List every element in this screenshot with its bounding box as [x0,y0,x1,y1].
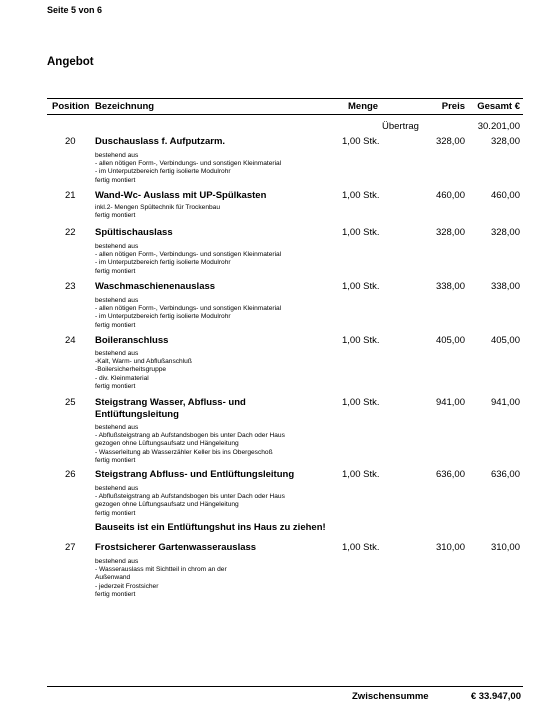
row-preis: 460,00 [435,190,465,201]
subtotal-value: € 33.947,00 [470,691,521,702]
column-header-position: Position [52,101,90,112]
column-header-gesamt: Gesamt € [477,101,520,112]
row-position: 21 [65,190,76,201]
carryover-label: Übertrag [382,121,419,132]
footer-rule [47,686,523,687]
row-title: Duschauslass f. Aufputzarm. [95,136,226,147]
row-preis: 310,00 [435,542,465,553]
row-description: bestehend aus - allen nötigen Form-, Verbindungs- und sonstigen Kleinmaterial - im Unterputzbereich fertig isolierte Modulrohr fertig montiert [95,297,282,329]
row-description: bestehend aus - Wasserauslass mit Sichtteil in chrom an der Außenwand - jederzeit Frostsicher fertig montiert [95,558,227,598]
row-menge: 1,00 Stk. [342,542,380,553]
column-header-bezeichnung: Bezeichnung [95,101,155,112]
row-description: bestehend aus -Kalt, Warm- und Abflußanschluß -Boilersicherheitsgruppe - div. Kleinmaterial fertig montiert [95,350,192,390]
row-menge: 1,00 Stk. [342,469,380,480]
row-title: Waschmaschienenauslass [95,281,216,292]
row-gesamt: 941,00 [490,397,520,408]
row-gesamt: 328,00 [490,227,520,238]
row-description: bestehend aus - allen nötigen Form-, Verbindungs- und sonstigen Kleinmaterial - im Unterputzbereich fertig isolierte Modulrohr fertig montiert [95,152,282,184]
row-preis: 941,00 [435,397,465,408]
row-title: Wand-Wc- Auslass mit UP-Spülkasten [95,190,267,201]
header-rule-top [47,98,523,99]
row-menge: 1,00 Stk. [342,281,380,292]
row-menge: 1,00 Stk. [342,397,380,408]
row-preis: 328,00 [435,227,465,238]
row-preis: 338,00 [435,281,465,292]
row-title: Frostsicherer Gartenwasserauslass [95,542,257,553]
row-gesamt: 460,00 [490,190,520,201]
row-title: Spültischauslass [95,227,173,238]
row-gesamt: 338,00 [490,281,520,292]
header-rule-bottom [47,114,523,115]
row-preis: 405,00 [435,335,465,346]
row-title: Steigstrang Abfluss- und Entlüftungsleitung [95,469,295,480]
row-position: 22 [65,227,76,238]
row-description: bestehend aus - Abflußsteigstrang ab Aufstandsbogen bis unter Dach oder Haus gezogen ohne Lüftungsaufsatz und Hängeleitung fertig montiert [95,485,285,517]
notice-text: Bauseits ist ein Entlüftungshut ins Haus zu ziehen! [95,522,326,533]
row-title: Boileranschluss [95,335,169,346]
row-position: 26 [65,469,76,480]
column-header-menge: Menge [348,101,379,112]
row-position: 24 [65,335,76,346]
row-gesamt: 636,00 [490,469,520,480]
column-header-preis: Preis [441,101,465,112]
row-gesamt: 328,00 [490,136,520,147]
row-menge: 1,00 Stk. [342,190,380,201]
row-menge: 1,00 Stk. [342,227,380,238]
row-description: inkl.2- Mengen Spültechnik für Trockenbau fertig montiert [95,204,220,220]
row-preis: 328,00 [435,136,465,147]
carryover-value: 30.201,00 [477,121,520,132]
row-menge: 1,00 Stk. [342,136,380,147]
document-heading: Angebot [47,56,94,68]
row-description: bestehend aus - Abflußsteigstrang ab Aufstandsbogen bis unter Dach oder Haus gezogen ohne Lüftungsaufsatz und Hängeleitung - Wasserleitung ab Wasserzähler Keller bis ins Obergeschoß fertig montiert [95,424,285,464]
row-description: bestehend aus - allen nötigen Form-, Verbindungs- und sonstigen Kleinmaterial - im Unterputzbereich fertig isolierte Modulrohr fertig montiert [95,243,282,275]
row-gesamt: 310,00 [490,542,520,553]
row-position: 25 [65,397,76,408]
row-menge: 1,00 Stk. [342,335,380,346]
row-title: Steigstrang Wasser, Abfluss- und Entlüftungsleitung [95,397,246,420]
row-gesamt: 405,00 [490,335,520,346]
row-position: 20 [65,136,76,147]
row-preis: 636,00 [435,469,465,480]
row-position: 23 [65,281,76,292]
subtotal-label: Zwischensumme [352,691,429,702]
page-number-label: Seite 5 von 6 [47,5,103,15]
row-position: 27 [65,542,76,553]
